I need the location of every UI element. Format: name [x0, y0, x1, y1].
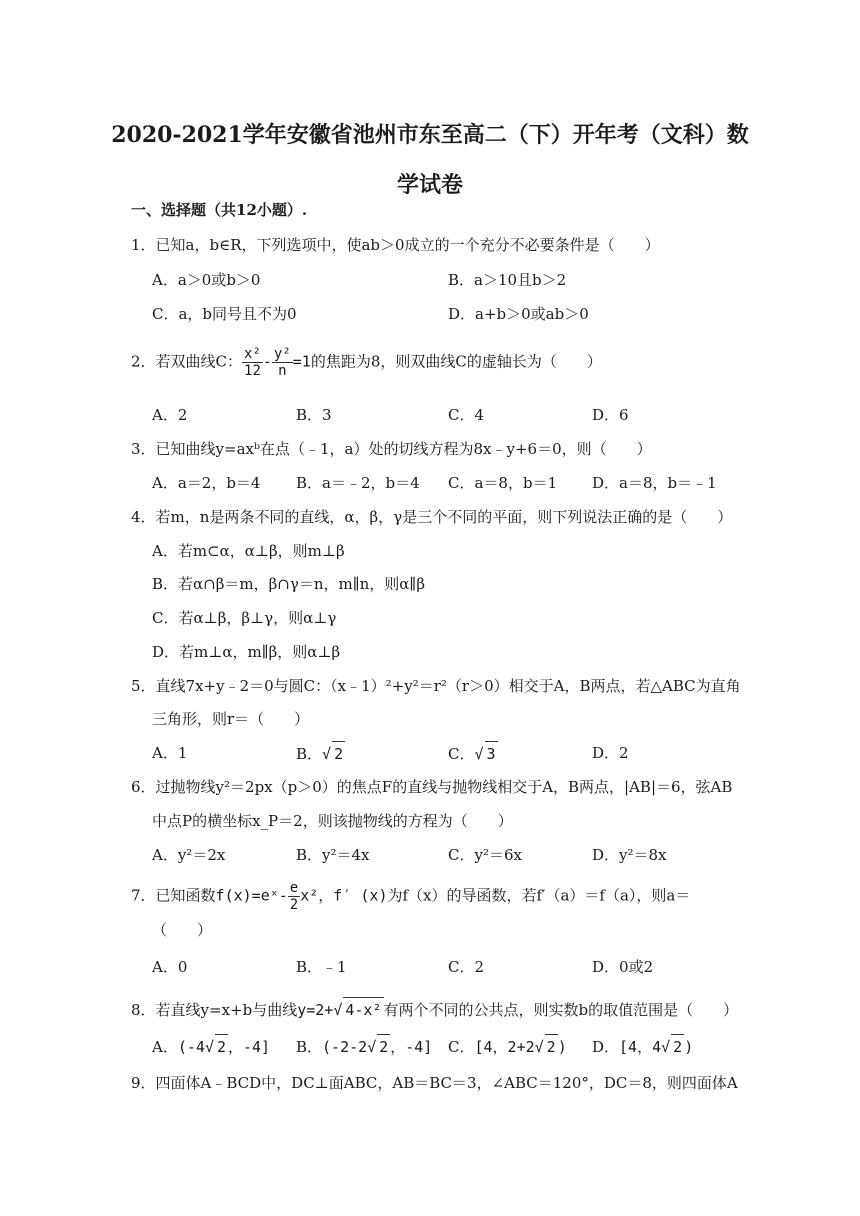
question-3-stem: 3．已知曲线y=axᵇ在点（﹣1，a）处的切线方程为8x﹣y+6＝0，则（ ）	[131, 440, 652, 458]
question-1-option-d: D．a+b＞0或ab＞0	[448, 305, 589, 323]
sqrt-3: 3	[485, 741, 498, 766]
question-4-stem: 4．若m，n是两条不同的直线，α，β，γ是三个不同的平面，则下列说法正确的是（ ）	[131, 508, 733, 526]
question-2-option-a: A．2	[152, 406, 188, 424]
title-line-2: 学试卷	[396, 172, 463, 198]
exam-title	[110, 110, 750, 210]
sqrt-radicand: 4-x²	[343, 997, 383, 1022]
question-8-option-b: B．(-2-2√ 2 ，-4]	[296, 1034, 432, 1059]
q7-fraction: $\frac{e}{2}$	[289, 880, 299, 913]
question-3-option-d: D．a＝8，b＝﹣1	[592, 474, 717, 492]
question-1-option-a: A．a＞0或b＞0	[152, 271, 261, 289]
question-7-stem-line-2: （ ）	[152, 921, 213, 939]
question-6-option-a: A．y²＝2x	[152, 846, 226, 864]
question-4-option-d: D．若m⊥α，m∥β，则α⊥β	[152, 643, 341, 661]
q2-pre: 2．若双曲线C：	[131, 352, 243, 371]
title-line-1: 2020-2021学年安徽省池州市东至高二（下）开年考（文科）数	[111, 122, 749, 148]
question-6-option-b: B．y²＝4x	[296, 846, 370, 864]
question-2-stem: 2．若双曲线C： $\frac{\text{x²}}{12}$ - $\frac{\text{y²}}{n}$ =1的焦距为8，则双曲线C的虚轴长为（ ）	[131, 346, 602, 379]
question-6-stem-line-2: 中点P的横坐标x_P＝2，则该抛物线的方程为（ ）	[152, 812, 513, 830]
question-7-stem: 7．已知函数f(x)=eˣ- $\frac{e}{2}$ x²，f′ (x)为f（x）的导函数，若f′（a）＝f（a），则a＝	[131, 880, 691, 913]
question-1-option-c: C．a，b同号且不为0	[152, 305, 297, 323]
question-8-option-c: C．[4，2+2√ 2 )	[448, 1034, 567, 1059]
question-7-option-d: D．0或2	[592, 958, 654, 976]
question-2-option-c: C．4	[448, 406, 485, 424]
question-5-stem-line-1: 5．直线7x+y﹣2＝0与圆C：（x﹣1）²+y²＝r²（r＞0）相交于A，B两点，若△ABC为直角	[131, 677, 741, 695]
question-1-stem: 1．已知a，b∈R，下列选项中，使ab＞0成立的一个充分不必要条件是（ ）	[131, 236, 660, 254]
q2-fraction-2: $\frac{\text{y²}}{n}$	[273, 346, 291, 379]
question-6-stem-line-1: 6．过抛物线y²＝2px（p＞0）的焦点F的直线与抛物线相交于A，B两点，|AB|＝6，弦AB	[131, 778, 733, 796]
question-5-stem-line-2: 三角形，则r＝（ ）	[152, 710, 310, 728]
q2-post: 的焦距为8，则双曲线C的虚轴长为（ ）	[310, 352, 602, 371]
question-4-option-c: C．若α⊥β，β⊥γ，则α⊥γ	[152, 609, 337, 627]
question-6-option-d: D．y²＝8x	[592, 846, 667, 864]
question-2-option-b: B．3	[296, 406, 332, 424]
question-3-option-a: A．a＝2，b＝4	[152, 474, 261, 492]
question-4-option-b: B．若α∩β＝m，β∩γ＝n，m∥n，则α∥β	[152, 575, 426, 593]
question-7-option-b: B．﹣1	[296, 958, 347, 976]
question-5-option-a: A．1	[152, 744, 188, 762]
question-6-option-c: C．y²＝6x	[448, 846, 522, 864]
question-8-option-a: A．(-4√ 2 ，-4]	[152, 1034, 270, 1059]
q2-fraction-1: $\frac{\text{x²}}{12}$	[244, 346, 261, 379]
question-2-option-d: D．6	[592, 406, 629, 424]
question-7-option-a: A．0	[152, 958, 188, 976]
question-7-option-c: C．2	[448, 958, 485, 976]
question-5-option-b: B．√ 2	[296, 741, 345, 766]
question-3-option-c: C．a＝8，b＝1	[448, 474, 558, 492]
question-5-option-d: D．2	[592, 744, 629, 762]
question-3-option-b: B．a＝﹣2，b＝4	[296, 474, 420, 492]
question-1-option-b: B．a＞10且b＞2	[448, 271, 567, 289]
question-8-stem: 8．若直线y=x+b与曲线y=2+√ 4-x² 有两个不同的公共点，则实数b的取值范围是（ ）	[131, 997, 740, 1022]
section-heading: 一、选择题（共12小题）.	[131, 201, 308, 219]
question-8-option-d: D．[4，4√ 2 )	[592, 1034, 693, 1059]
question-9-stem: 9．四面体A﹣BCD中，DC⊥面ABC，AB＝BC＝3，∠ABC＝120°，DC＝8，则四面体A	[131, 1074, 738, 1092]
sqrt-2: 2	[332, 741, 345, 766]
question-5-option-c: C．√ 3	[448, 741, 498, 766]
question-4-option-a: A．若m⊂α，α⊥β，则m⊥β	[152, 542, 345, 560]
